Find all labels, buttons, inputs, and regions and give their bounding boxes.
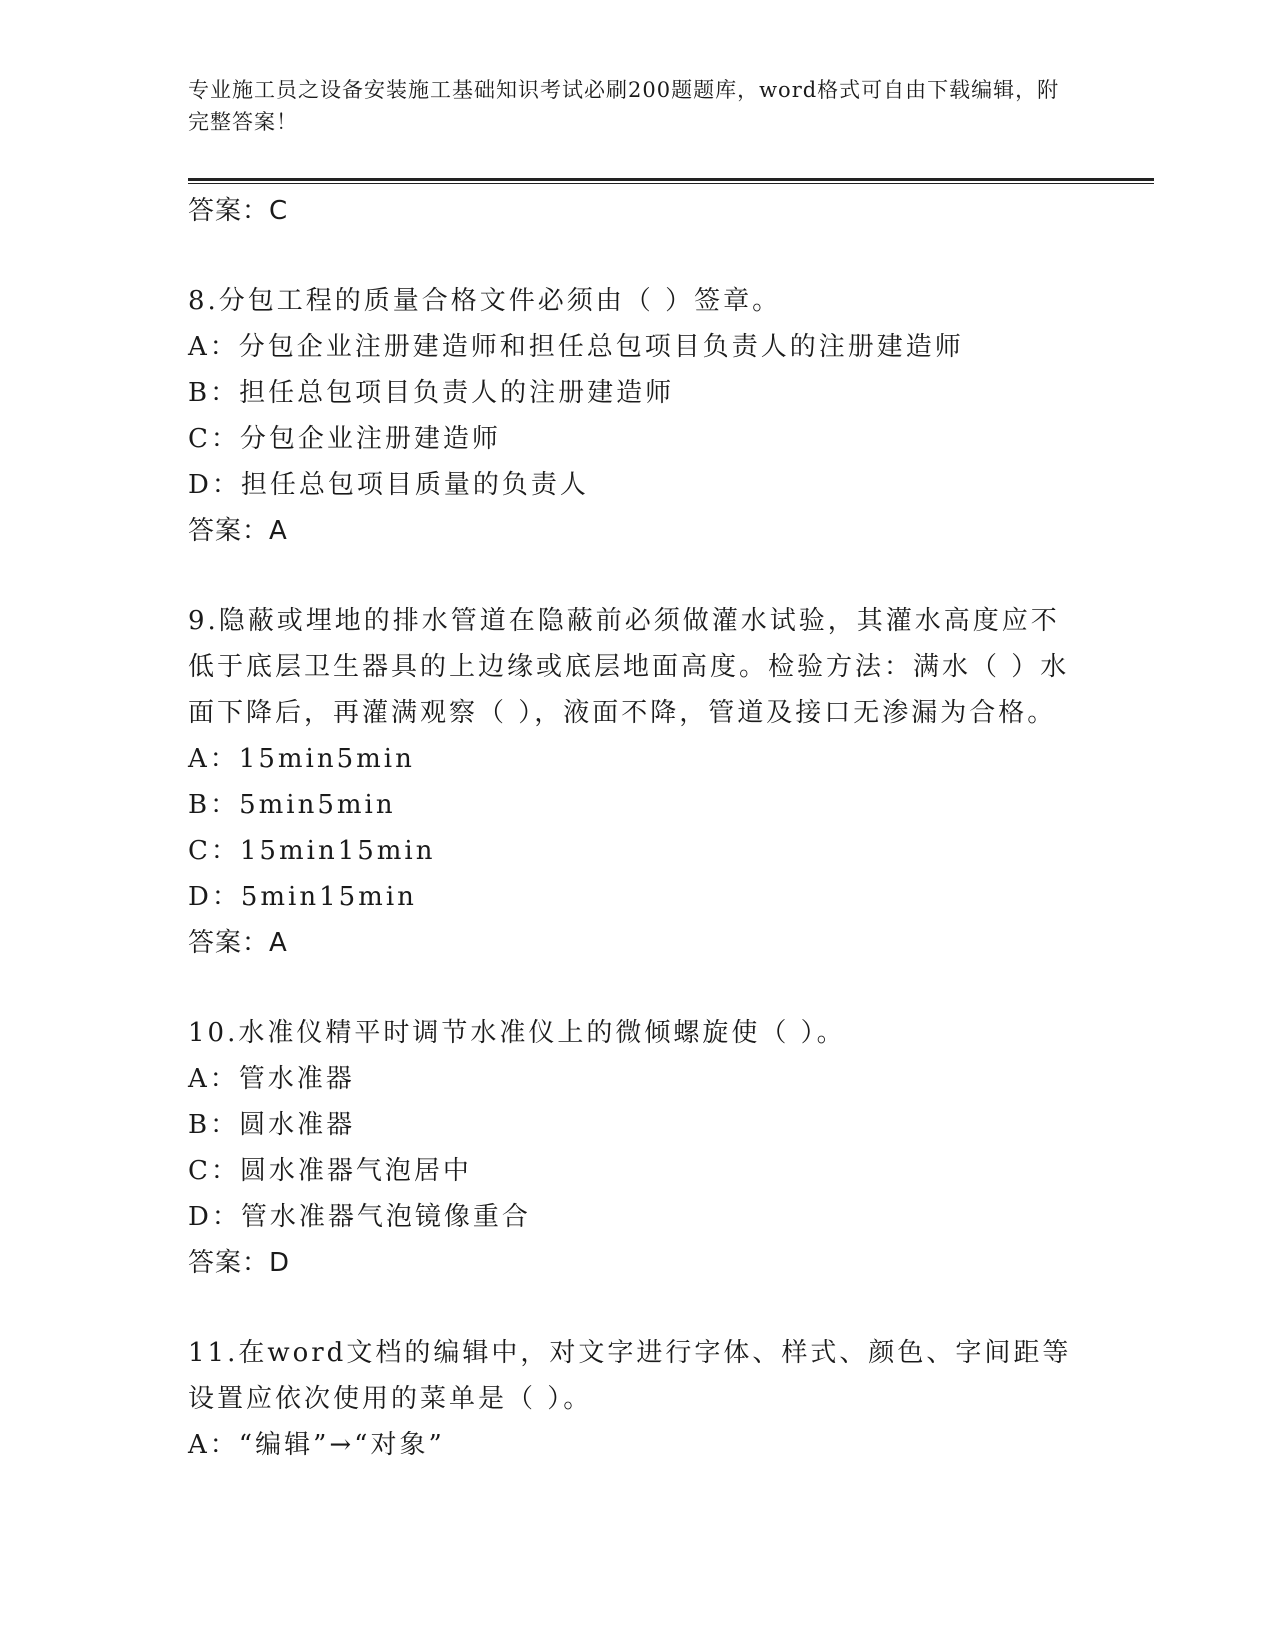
option-c: C：15min15min xyxy=(188,836,436,866)
question-10 xyxy=(188,1010,1088,1286)
option-a: A：分包企业注册建造师和担任总包项目负责人的注册建造师 xyxy=(188,332,964,362)
question-stem: 设置应依次使用的菜单是（ ）。 xyxy=(188,1384,593,1414)
option-c: C：分包企业注册建造师 xyxy=(188,424,501,454)
question-stem: 低于底层卫生器具的上边缘或底层地面高度。检验方法：满水（ ）水 xyxy=(188,652,1070,682)
question-stem: 11.在word文档的编辑中，对文字进行字体、样式、颜色、字间距等 xyxy=(188,1338,1072,1368)
answer-q9: 答案：A xyxy=(188,928,288,958)
question-8 xyxy=(188,278,1088,554)
option-a: A：15min5min xyxy=(188,744,415,774)
question-11 xyxy=(188,1330,1088,1468)
answer-prev: 答案：C xyxy=(188,196,289,226)
header-divider-thin xyxy=(188,183,1154,184)
option-b: B：圆水准器 xyxy=(188,1110,356,1140)
question-stem: 9.隐蔽或埋地的排水管道在隐蔽前必须做灌水试验，其灌水高度应不 xyxy=(188,606,1060,636)
question-stem: 10.水准仪精平时调节水准仪上的微倾螺旋使（ ）。 xyxy=(188,1018,846,1048)
question-9 xyxy=(188,598,1088,966)
answer-q10: 答案：D xyxy=(188,1248,291,1278)
question-stem: 面下降后，再灌满观察（ ），液面不降，管道及接口无渗漏为合格。 xyxy=(188,698,1057,728)
header-divider xyxy=(188,178,1154,181)
question-stem: 8.分包工程的质量合格文件必须由（ ）签章。 xyxy=(188,286,782,316)
question-content xyxy=(188,188,1088,1468)
option-b: B：5min5min xyxy=(188,790,396,820)
option-a: A：“编辑”→“对象” xyxy=(188,1430,445,1460)
page-header: 专业施工员之设备安装施工基础知识考试必刷200题题库，word格式可自由下载编辑，附完整答案！ xyxy=(188,78,1060,134)
option-a: A：管水准器 xyxy=(188,1064,355,1094)
option-d: D：担任总包项目质量的负责人 xyxy=(188,470,589,500)
option-d: D：管水准器气泡镜像重合 xyxy=(188,1202,531,1232)
option-c: C：圆水准器气泡居中 xyxy=(188,1156,472,1186)
option-b: B：担任总包项目负责人的注册建造师 xyxy=(188,378,675,408)
option-d: D：5min15min xyxy=(188,882,417,912)
answer-q8: 答案：A xyxy=(188,516,288,546)
